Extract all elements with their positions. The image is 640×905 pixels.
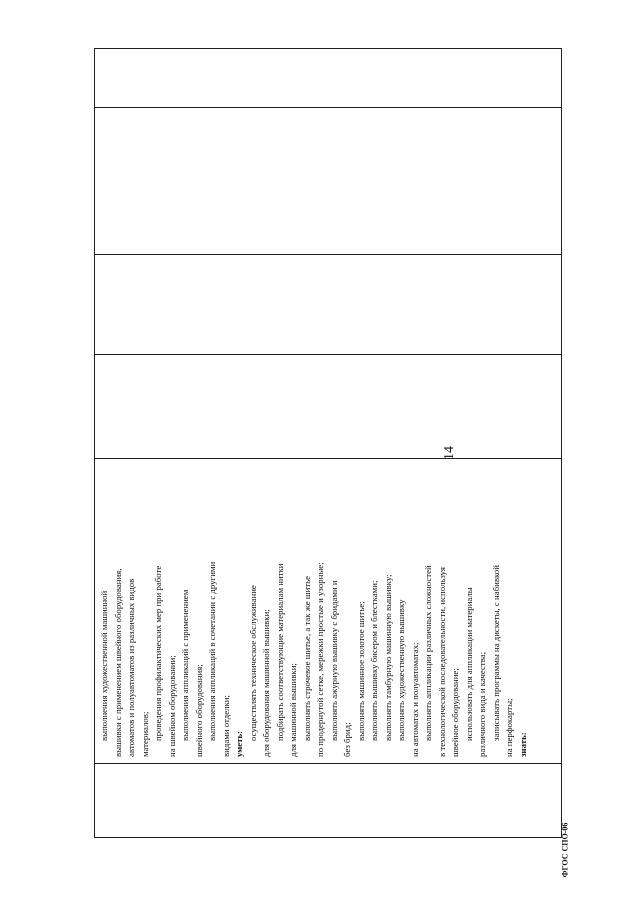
text-line: выполнять строчевое шитье, а так же шитье xyxy=(301,575,312,741)
text-line: для оборудования машинной вышивки; xyxy=(261,609,271,757)
text-line: на перфокарты; xyxy=(504,698,514,757)
text-line: вышивки с применением швейного оборудования, xyxy=(112,568,123,757)
text-line: проведения профилактических мер при работе xyxy=(153,565,163,741)
text-line: выполнять ажурную вышивку с бридами и xyxy=(328,580,339,741)
text-line: швейное оборудование; xyxy=(450,668,460,757)
text-line: выполнять аппликации различных сложностей xyxy=(423,565,433,741)
text-line: выполнения художественной машинной xyxy=(99,590,109,741)
text-line: выполнять вышивку бисером и блестками; xyxy=(369,580,379,741)
text-line: видами отделки; xyxy=(220,695,231,757)
text-line: записывать программы на дискеты, с набивкой xyxy=(490,565,501,741)
text-line: выполнения аппликаций в сочетании с другими xyxy=(207,561,217,741)
text-line: для машинной вышивки; xyxy=(288,663,298,757)
text-line: по продернутой сетке, мережки простые и узорные; xyxy=(315,562,325,757)
competency-table-frame xyxy=(94,48,562,838)
text-line: автоматов и полуавтоматов из различных видов xyxy=(126,578,136,757)
table-column-hours-max xyxy=(95,354,561,458)
table-column-hours-required xyxy=(95,254,561,354)
competency-table xyxy=(94,48,562,838)
text-line: в технологической последовательности, используя xyxy=(436,567,447,757)
text-line: использовать для аппликации материалы xyxy=(463,587,474,741)
text-line: без брид; xyxy=(342,722,352,757)
text-line: подбирать соответствующие материалам нитки xyxy=(274,563,285,741)
table-cell-text xyxy=(98,461,530,757)
section-heading: уметь: xyxy=(234,730,244,757)
text-line: выполнять тамбурную машинную вышивку; xyxy=(382,574,393,741)
text-line: материалов; xyxy=(139,711,150,757)
footer-code: ФГОС СПО-06 xyxy=(560,822,570,878)
table-column-competencies xyxy=(95,49,561,107)
table-column-index xyxy=(95,763,561,837)
text-line: на швейном оборудовании; xyxy=(166,655,177,757)
text-line: выполнения аппликаций с применением xyxy=(180,589,190,741)
text-line: осуществлять техническое обслуживание xyxy=(247,585,258,741)
section-heading: знать: xyxy=(517,732,528,757)
text-line: выполнять художественную вышивку xyxy=(396,599,406,741)
text-line: различного вида и качества; xyxy=(477,651,487,757)
text-line: на автоматах и полуавтоматах; xyxy=(409,642,420,757)
text-line: швейного оборудования; xyxy=(193,664,204,757)
text-line: выполнять машинное золотое шитье; xyxy=(355,601,366,741)
table-column-disciplines xyxy=(95,107,561,254)
page-number: 14 xyxy=(442,446,457,460)
